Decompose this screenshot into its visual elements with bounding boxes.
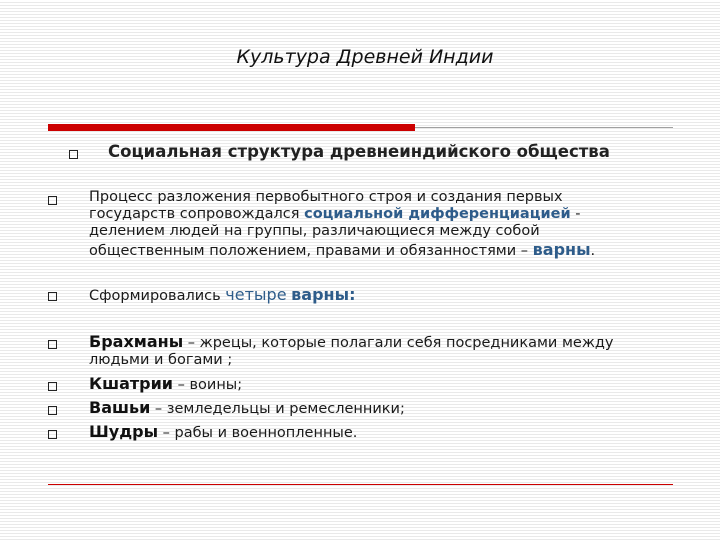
term-varny: варны (291, 285, 350, 304)
bottom-divider (48, 484, 673, 485)
slide-title: Культура Древней Индии (236, 46, 494, 68)
square-bullet-icon (48, 340, 57, 349)
square-bullet-icon (69, 150, 78, 159)
square-bullet-icon (48, 382, 57, 391)
term-varny: варны (532, 240, 591, 259)
para1-line2 (89, 206, 580, 223)
square-bullet-icon (48, 406, 57, 415)
varna-name: Вашьи (89, 398, 151, 417)
varna-desc: – рабы и военнопленные. (158, 425, 358, 441)
number-four: четыре (225, 285, 287, 304)
colon: : (349, 285, 356, 304)
square-bullet-icon (48, 430, 57, 439)
text: . (590, 243, 596, 259)
varna-desc: – земледельцы и ремесленники; (150, 401, 405, 417)
varna-vaishyas (89, 399, 405, 418)
square-bullet-icon (48, 196, 57, 205)
varna-brahmins (89, 333, 614, 352)
varna-name: Шудры (89, 422, 159, 441)
top-divider (48, 124, 673, 132)
text: общественным положением, правами и обязанностями – (89, 243, 533, 259)
varna-desc: – воины; (173, 377, 243, 393)
section-heading: Социальная структура древнеиндийского общества (108, 142, 610, 161)
para1-line4 (89, 241, 595, 260)
para1-line3: делением людей на группы, различающиеся между собой (89, 223, 540, 239)
text: - (570, 206, 581, 222)
text: государств сопровождался (89, 206, 305, 222)
thin-rule (415, 127, 673, 128)
text: Сформировались (89, 288, 226, 304)
varna-brahmins-line2: людьми и богами ; (89, 352, 233, 368)
varna-kshatriyas (89, 375, 242, 394)
para1-line1: Процесс разложения первобытного строя и создания первых (89, 189, 563, 205)
varna-desc: – жрецы, которые полагали себя посредниками между (183, 335, 614, 351)
varna-name: Кшатрии (89, 374, 174, 393)
para2-line (89, 286, 355, 305)
term-social-differentiation: социальной дифференциацией (304, 206, 571, 222)
square-bullet-icon (48, 292, 57, 301)
red-accent-bar (48, 124, 415, 131)
varna-shudras (89, 423, 357, 442)
varna-name: Брахманы (89, 332, 184, 351)
